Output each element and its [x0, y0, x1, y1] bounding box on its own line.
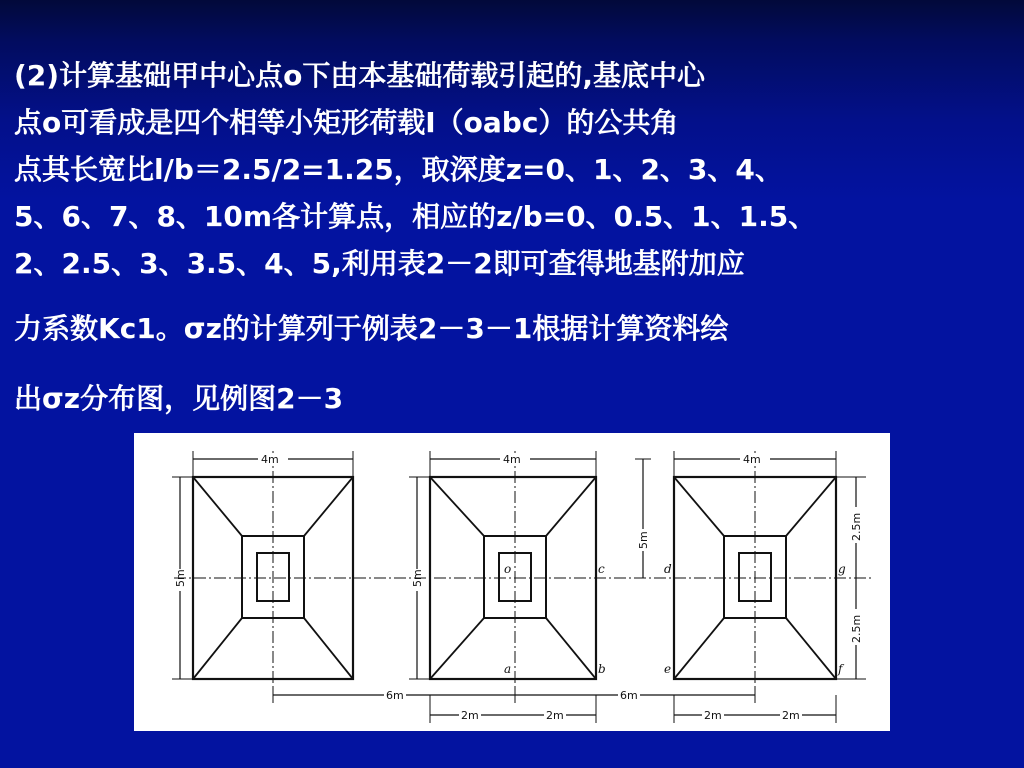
dim-width-right: 4m: [743, 453, 761, 466]
dim-2m-2: 2m: [546, 709, 564, 722]
point-label-o: o: [504, 562, 512, 576]
point-label-a: a: [504, 662, 512, 676]
dim-width-middle: 4m: [503, 453, 521, 466]
text-line-1: (2)计算基础甲中心点o下由本基础荷载引起的,基底中心: [14, 59, 705, 92]
dim-spacing-1: 6m: [386, 689, 404, 702]
point-label-e: e: [664, 662, 672, 676]
dim-height-gap: 5m: [637, 531, 650, 549]
dim-2m-3: 2m: [704, 709, 722, 722]
dim-height-middle: 5m: [411, 569, 424, 587]
text-line-2: 点o可看成是四个相等小矩形荷载Ⅰ（oabc）的公共角: [14, 106, 679, 139]
dim-2m-4: 2m: [782, 709, 800, 722]
point-label-b: b: [598, 662, 606, 676]
foundation-middle: [409, 451, 596, 695]
point-label-c: c: [598, 562, 605, 576]
text-line-6: 力系数Kc1。σz的计算列于例表2－3－1根据计算资料绘: [14, 312, 729, 345]
dim-height-left: 5m: [174, 569, 187, 587]
dim-half-height-bottom: 2.5m: [850, 614, 863, 643]
text-line-7: 出σz分布图，见例图2－3: [14, 382, 344, 415]
foundation-left: [172, 451, 353, 695]
dim-2m-1: 2m: [461, 709, 479, 722]
slide-paragraph: [14, 52, 1014, 427]
text-line-3: 点其长宽比l/b＝2.5/2=1.25，取深度z=0、1、2、3、4、: [14, 153, 783, 186]
point-label-d: d: [664, 562, 672, 576]
foundation-diagram: [134, 433, 890, 731]
text-line-4: 5、6、7、8、10m各计算点，相应的z/b=0、0.5、1、1.5、: [14, 200, 817, 233]
dim-spacing: [273, 688, 755, 703]
point-label-g: g: [838, 562, 846, 576]
dim-spacing-2: 6m: [620, 689, 638, 702]
text-line-5: 2、2.5、3、3.5、4、5,利用表2－2即可查得地基附加应: [14, 247, 745, 280]
dim-between-lines: [635, 459, 651, 578]
foundation-diagram-svg: [134, 433, 890, 731]
dim-width-left: 4m: [261, 453, 279, 466]
dim-half-height-top: 2.5m: [850, 512, 863, 541]
point-label-f: f: [838, 662, 843, 676]
